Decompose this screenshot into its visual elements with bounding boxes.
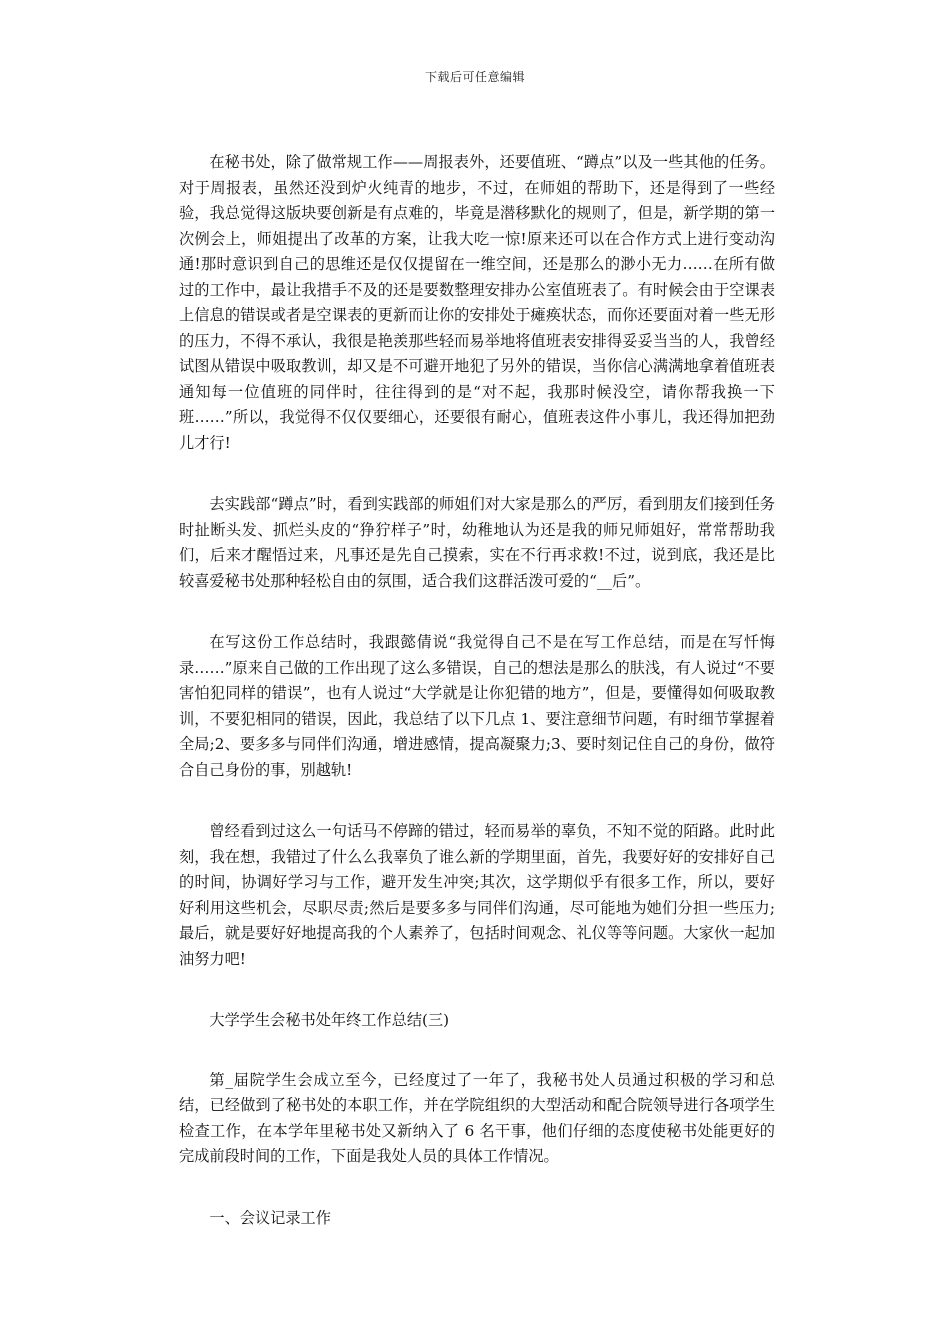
section-title: 大学学生会秘书处年终工作总结(三) [209,1011,450,1029]
paragraph-secretariat-duties: 在秘书处，除了做常规工作——周报表外，还要值班、“蹲点”以及一些其他的任务。对于周报表，虽然还没到炉火纯青的地步，不过，在师姐的帮助下，还是得到了一些经验，我总觉得这版块要创新是有点难的，毕竟是潜移默化的规则了，但是，新学期的第一次例会上，师姐提出了改革的方案，让我大吃一惊!原来还可以在合作方式上进行变动沟通!那时意识到自己的思维还是仅仅提留在一维空间，还是那么的渺小无力……在所有做过的工作中，最让我措手不及的还是要数整理安排办公室值班表了。有时候会由于空课表上信息的错误或者是空课表的更新而让你的安排处于瘫痪状态，而你还要面对着一些无形的压力，不得不承认，我很是艳羡那些轻而易举地将值班表安排得妥妥当当的人，我曾经试图从错误中吸取教训，却又是不可避开地犯了另外的错误，当你信心满满地拿着值班表通知每一位值班的同伴时，往往得到的是“对不起，我那时候没空，请你帮我换一下班……”所以，我觉得不仅仅要细心，还要很有耐心，值班表这件小事儿，我还得加把劲儿才行! [179,153,775,452]
paragraph-practice-dept: 去实践部“蹲点”时，看到实践部的师姐们对大家是那么的严厉，看到朋友们接到任务时扯断头发、抓烂头皮的“狰狞样子”时，幼稚地认为还是我的师兄师姐好，常常帮助我们，后来才醒悟过来，凡事还是先自己摸索，实在不行再求救!不过，说到底，我还是比较喜爱秘书处那种轻松自由的氛围，适合我们这群活泼可爱的“__后”。 [179,495,775,590]
paragraph-new-semester: 曾经看到过这么一句话马不停蹄的错过，轻而易举的辜负，不知不觉的陌路。此时此刻，我在想，我错过了什么么我辜负了谁么新的学期里面，首先，我要好好的安排好自己的时间，协调好学习与工作，避开发生冲突;其次，这学期似乎有很多工作，所以，要好好利用这些机会，尽职尽责;然后是要多多与同伴们沟通，尽可能地为她们分担一些压力;最后，就是要好好地提高我的个人素养了，包括时间观念、礼仪等等问题。大家伙一起加油努力吧! [179,822,775,968]
paragraph-intro: 第_届院学生会成立至今，已经度过了一年了，我秘书处人员通过积极的学习和总结，已经做到了秘书处的本职工作，并在学院组织的大型活动和配合院领导进行各项学生检查工作，在本学年里秘书处又新纳入了 6 名干事，他们仔细的态度使秘书处能更好的完成前段时间的工作，下面是我处人员的具体工作情况。 [179,1070,775,1165]
subsection-title-meeting-records: 一、会议记录工作 [209,1208,331,1227]
page-header: 下载后可任意编辑 [424,70,525,84]
paragraph-reflection: 在写这份工作总结时，我跟懿倩说“我觉得自己不是在写工作总结，而是在写忏悔录……”原来自己做的工作出现了这么多错误，自己的想法是那么的肤浅，有人说过“不要害怕犯同样的错误”，也有人说过“大学就是让你犯错的地方”，但是，要懂得如何吸取教训，不要犯相同的错误，因此，我总结了以下几点 1、要注意细节问题，有时细节掌握着全局;2、要多多与同伴们沟通，增进感情，提高凝聚力;3、要时刻记住自己的身份，做符合自己身份的事，别越轨! [179,633,775,779]
document-body [179,150,775,1267]
